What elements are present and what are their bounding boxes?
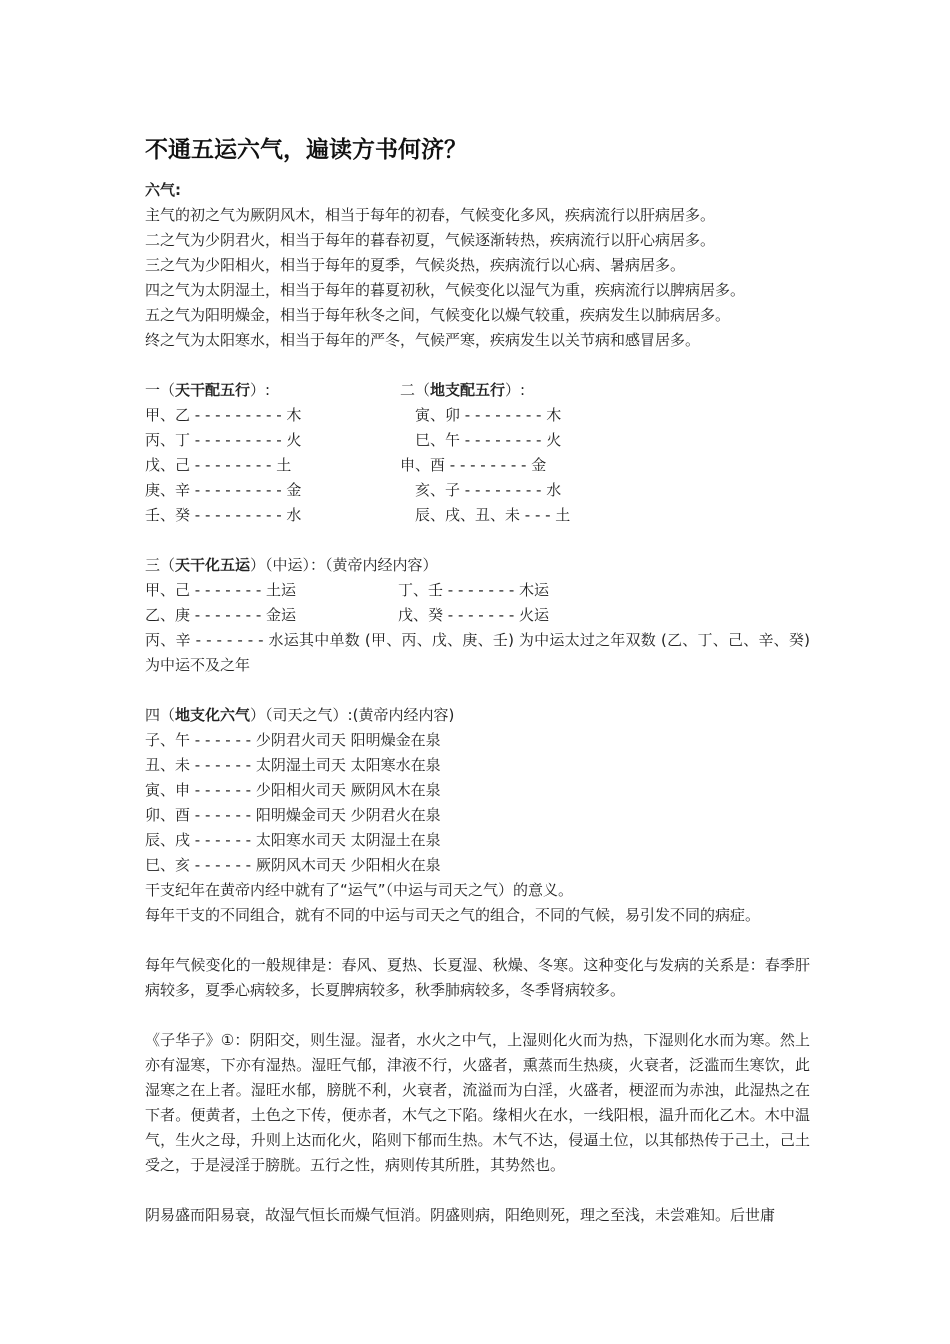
liuqi-line: 二之气为少阴君火，相当于每年的暮春初夏，气候逐渐转热，疾病流行以肝心病居多。: [145, 231, 716, 249]
section-3-heading: 三（天干化五运）（中运）：（黄帝内经内容）: [145, 556, 438, 574]
tiangan-wuxing-heading: 一（天干配五行）:: [145, 381, 271, 399]
page-title: 不通五运六气，遍读方书何济？: [145, 136, 467, 163]
liuqi-line: 三之气为少阳相火，相当于每年的夏季，气候炎热，疾病流行以心病、暑病居多。: [145, 256, 686, 274]
document-body: [145, 178, 810, 1228]
section-1-2-heading: [145, 378, 810, 403]
wuyun-note: 丙、辛 - - - - - - - 水运其中单数 (甲、丙、戊、庚、壬) 为中运太过之年双数 (乙、丁、己、辛、癸) 为中运不及之年: [145, 631, 810, 674]
wuyun-row: 乙、庚 - - - - - - - 金运 戊、癸 - - - - - - - 火运: [145, 606, 550, 624]
wuxing-row: 丙、丁 - - - - - - - - - 火 巳、午 - - - - - - - - 火: [145, 431, 562, 449]
liuqi-line: 五之气为阳明燥金，相当于每年秋冬之间，气候变化以燥气较重，疾病发生以肺病居多。: [145, 306, 731, 324]
dizhi-wuxing-heading: 二（地支配五行）:: [400, 381, 526, 399]
liuqi-row: 子、午 - - - - - - 少阴君火司天 阳明燥金在泉: [145, 731, 441, 749]
liuqi-row: 寅、申 - - - - - - 少阳相火司天 厥阴风木在泉: [145, 781, 441, 799]
liuqi-row: 丑、未 - - - - - - 太阴湿土司天 太阳寒水在泉: [145, 756, 441, 774]
ganzhi-note: 干支纪年在黄帝内经中就有了“运气”（中运与司天之气）的意义。: [145, 881, 574, 899]
section-4-heading: 四（地支化六气）（司天之气）:(黄帝内经内容): [145, 706, 455, 724]
last-paragraph: 阴易盛而阳易衰，故湿气恒长而燥气恒消。阴盛则病，阳绝则死，理之至浅，未尝难知。后世庸: [145, 1206, 776, 1224]
ganzhi-note: 每年干支的不同组合，就有不同的中运与司天之气的组合，不同的气候，易引发不同的病症。: [145, 906, 761, 924]
wuyun-row: 甲、己 - - - - - - - 土运 丁、壬 - - - - - - - 木运: [145, 581, 550, 599]
wuxing-row: 庚、辛 - - - - - - - - - 金 亥、子 - - - - - - - - 水: [145, 481, 562, 499]
season-paragraph: 每年气候变化的一般规律是：春风、夏热、长夏湿、秋燥、冬寒。这种变化与发病的关系是：春季肝病较多，夏季心病较多，长夏脾病较多，秋季肺病较多，冬季肾病较多。: [145, 956, 810, 999]
zihuazi-paragraph: 《子华子》①：阴阳交，则生湿。湿者，水火之中气，上湿则化火而为热，下湿则化水而为寒。然上亦有湿寒，下亦有湿热。湿旺气郁，津液不行，火盛者，熏蒸而生热痰，火衰者，泛滥而生寒饮，此湿寒之在上者。湿旺水郁，膀胱不利，火衰者，流溢而为白淫，火盛者，梗涩而为赤浊，此湿热之在下者。便黄者，土色之下传，便赤者，木气之下陷。缘相火在水，一线阳根，温升而化乙木。木中温气，生火之母，升则上达而化火，陷则下郁而生热。木气不达，侵逼土位，以其郁热传于己土，己土受之，于是浸淫于膀胱。五行之性，病则传其所胜，其势然也。: [145, 1031, 810, 1174]
liuqi-heading: 六气:: [145, 181, 181, 199]
wuxing-row: 戊、己 - - - - - - - - 土 申、酉 - - - - - - - - 金: [145, 456, 547, 474]
liuqi-row: 巳、亥 - - - - - - 厥阴风木司天 少阳相火在泉: [145, 856, 441, 874]
liuqi-row: 卯、酉 - - - - - - 阳明燥金司天 少阴君火在泉: [145, 806, 441, 824]
liuqi-line: 终之气为太阳寒水，相当于每年的严冬，气候严寒，疾病发生以关节病和感冒居多。: [145, 331, 701, 349]
liuqi-line: 四之气为太阴湿土，相当于每年的暮夏初秋，气候变化以湿气为重，疾病流行以脾病居多。: [145, 281, 746, 299]
wuxing-row: 壬、癸 - - - - - - - - - 水 辰、戌、丑、未 - - - 土: [145, 506, 571, 524]
wuxing-row: 甲、乙 - - - - - - - - - 木 寅、卯 - - - - - - - - 木: [145, 406, 562, 424]
liuqi-row: 辰、戌 - - - - - - 太阳寒水司天 太阴湿土在泉: [145, 831, 441, 849]
liuqi-line: 主气的初之气为厥阴风木，相当于每年的初春，气候变化多风，疾病流行以肝病居多。: [145, 206, 716, 224]
